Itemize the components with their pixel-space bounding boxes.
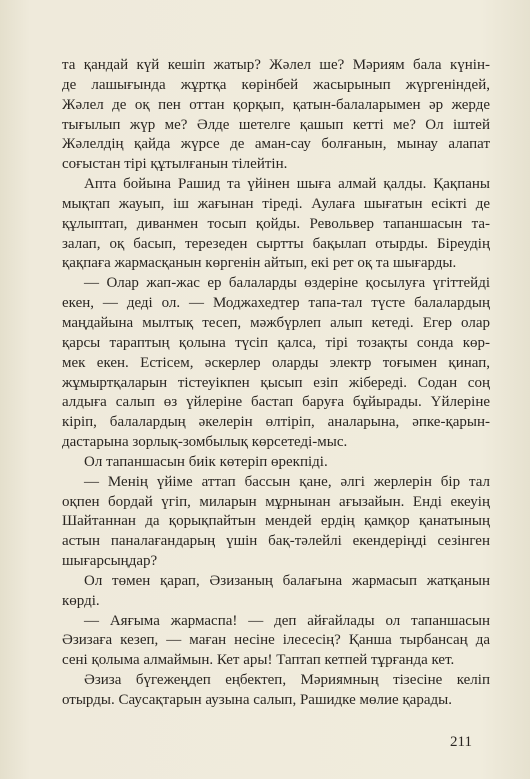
- text-line: шығарсыңдар?: [62, 553, 158, 570]
- text-line: маңдайына мылтық тесеп, мәжбүрлеп алып кетеді. Егер олар: [62, 314, 490, 331]
- text-line: Шайтаннан да қорықпайтын мендей ердің қамқор қанатының: [62, 513, 490, 530]
- text-line: Жәлел де оқ пен оттан қорқып, қатын-балаларымен әр жерде: [62, 96, 490, 113]
- text-line: тығылып жүр ме? Әлде шетелге қашып кетті ме? Ол іштей: [62, 116, 490, 133]
- text-line: мек екен. Естісем, әскерлер оларды электр тоғымен қинап,: [62, 354, 490, 371]
- text-line: та қандай күй кешіп жатыр? Жәлел ше? Мәриям бала күнін-: [62, 57, 490, 73]
- text-line: — Олар жап-жас ер балаларды өздеріне қосылуға үгіттейді: [84, 275, 490, 292]
- text-line: көрді.: [62, 592, 100, 609]
- text-line: дастарына зорлық-зомбылық көрсетеді-мыс.: [62, 434, 348, 451]
- text-line: Жәлелдің қайда жүрсе де аман-сау болғанын, мынау алапат: [62, 136, 490, 153]
- text-line: кіріп, балалардың әкелерін өлтіріп, аналарына, әпке-қарын-: [62, 414, 490, 431]
- text-line: сені қолыма алмаймын. Кет ары! Таптап кетпей тұрғанда кет.: [62, 652, 455, 669]
- page-body-text: [62, 56, 490, 711]
- text-line: астын паналағандарың үшін бақ-тәлейлі екендеріңді сезінген: [62, 533, 490, 550]
- text-line: соғыстан тірі құтылғанын тілейтін.: [62, 156, 288, 173]
- text-line: Әзизаға кезеп, — маған несіне ілесесің? Қанша тырбансаң да: [62, 632, 490, 649]
- text-line: Ол тапаншасын биік көтеріп өрекпіді.: [84, 453, 328, 470]
- text-line: қарсы тараптың қолына түсіп қалса, тірі тозақты сонда көр-: [62, 334, 490, 351]
- text-line: қақпаға жармасқанын көргенін айтып, екі рет оқ та шығарды.: [62, 255, 457, 272]
- page-number: 211: [450, 734, 472, 750]
- text-line: құлыптап, диванмен тосып қойды. Револьвер тапаншасын та-: [62, 215, 490, 232]
- text-line: оқпен бордай үгіп, миларын мұрнынан ағызайын. Енді екеуің: [62, 493, 490, 510]
- text-line: Ол төмен қарап, Әзизаның балағына жармасып жатқанын: [84, 572, 490, 589]
- text-line: екен, — деді ол. — Моджахедтер тапа-тал түсте балалардың: [62, 295, 490, 312]
- text-line: Апта бойына Рашид та үйінен шыға алмай қалды. Қақпаны: [84, 176, 490, 193]
- text-line: де лашығында жұртқа көрінбей жасырынып жүргеніндей,: [62, 76, 490, 93]
- text-line: отырды. Саусақтарын аузына салып, Рашидке мөлие қарады.: [62, 692, 452, 708]
- text-line: алдыға салып өз үйлеріне бастап баруға бұйырады. Үйлеріне: [62, 394, 490, 411]
- text-line: жұмыртқаларын тістеуікпен қысып езіп жібереді. Содан соң: [62, 374, 490, 391]
- text-line: — Менің үйіме аттап бассын қане, әлгі жерлерін бір тал: [84, 473, 490, 490]
- text-line: залап, оқ басып, терезеден сыртты бақылап отырды. Біреудің: [62, 235, 490, 252]
- text-line: — Аяғыма жармаспа! — деп айғайлады ол тапаншасын: [84, 612, 490, 629]
- text-line: Әзиза бүгежеңдеп еңбектеп, Мәриямның тізесіне келіп: [84, 672, 490, 689]
- text-line: мықтап жауып, іш жағынан тіреді. Аулаға шығатын есікті де: [62, 195, 490, 212]
